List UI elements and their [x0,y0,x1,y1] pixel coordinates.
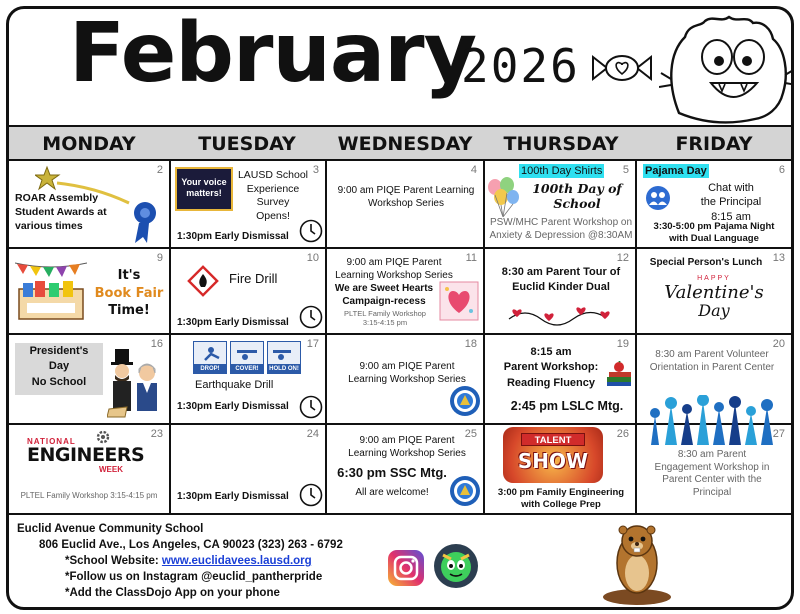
monster-icon [659,13,794,125]
day-cell-24 [171,425,327,515]
school-seal-icon [449,385,481,417]
day-cell-3 [171,161,327,249]
weekday-header [9,125,791,161]
day-cell-17 [171,335,327,425]
engineers-week-logo [27,437,147,474]
hearts-vine-icon [505,301,617,329]
day-cell-16 [9,335,171,425]
day-cell-12 [485,249,637,335]
event-text: Student Awards at [15,206,107,219]
valentines-art [651,275,777,320]
footer [9,515,791,607]
clock-icon [299,395,323,419]
gear-icon [95,429,111,445]
weekday-tuesday: TUESDAY [198,133,296,155]
art-text: HAPPY [697,275,731,282]
day-number: 2 [156,164,163,176]
survey-poster [175,167,233,211]
day-number: 19 [616,338,629,350]
day-cell-19 [485,335,637,425]
heart-candy-icon [439,281,479,321]
school-address: 806 Euclid Ave., Los Angeles, CA 90023 (323) 263 - 6792 [39,539,343,551]
candy-icon [591,53,653,83]
day-number: 13 [772,252,785,264]
event-text: PLTEL Family Workshop [344,309,426,318]
event-text: PSW/MHC Parent Workshop on [489,217,633,228]
event-text: Campaign-recess [342,295,426,307]
poster-text: matters! [186,187,222,198]
books-apple-icon [605,361,633,387]
sign-label: COVER! [230,365,264,374]
website-line [65,555,312,567]
event-text: Opens! [256,209,290,222]
clock-icon [299,219,323,243]
clock-icon [299,305,323,329]
day-number: 25 [464,428,477,440]
day-cell-4 [327,161,485,249]
weekday-monday: MONDAY [42,133,136,155]
day-number: 3 [312,164,319,176]
day-number: 10 [306,252,319,264]
day-number: 27 [772,428,785,440]
talent-show-art [503,427,603,483]
bunting-icon [15,259,87,329]
fire-hazard-icon [187,265,219,297]
parents-icon [645,185,671,211]
day-number: 16 [150,338,163,350]
event-text: LAUSD School [237,169,309,181]
event-text: Anxiety & Depression @8:30AM [489,229,633,241]
event-title: 100th Day of [532,181,622,196]
day-number: 12 [616,252,629,264]
weekday-wednesday: WEDNESDAY [337,133,473,155]
calendar-grid [9,161,791,515]
day-cell-9 [9,249,171,335]
event-text: 2:45 pm LSLC Mtg. [510,399,624,413]
month-title: February [69,6,477,101]
event-text: with Dual Language [669,232,759,244]
event-banner: 100th Day Shirts [521,165,603,177]
logo-text: NATIONAL [27,437,76,446]
year-title: 2026 [461,39,580,93]
event-text: 9:00 am PIQE Parent [359,361,455,372]
event-text: Earthquake Drill [195,379,274,391]
event-text: Parent Center with the [662,474,762,485]
event-text: President's [29,345,89,357]
event-text: Fire Drill [229,271,278,286]
event-text: Reading Fluency [506,376,596,389]
event-banner: Pajama Day [645,165,707,177]
art-text: SHOW [517,449,589,473]
day-number: 11 [465,252,477,264]
instagram-icon[interactable] [387,549,425,587]
raised-hands-icon [645,395,777,445]
day-number: 6 [778,164,785,176]
art-text: TALENT [521,433,585,446]
art-text: Valentine's [664,281,764,303]
day-number: 24 [306,428,319,440]
event-text: 8:30 am Parent Volunteer [655,349,769,360]
lincoln-washington-icon [107,349,165,419]
day-cell-11 [327,249,485,335]
early-dismissal: 1:30pm Early Dismissal [177,491,289,502]
groundhog-icon [599,517,675,605]
drill-figures [199,344,295,362]
day-cell-5 [485,161,637,249]
event-text: 3:30-5:00 pm Pajama Night [653,221,775,232]
early-dismissal: 1:30pm Early Dismissal [177,401,289,412]
event-text: 8:15 am [530,346,572,358]
event-text: Time! [108,303,150,319]
school-seal-icon [449,475,481,507]
event-text: 8:30 am Parent Tour of [501,266,621,278]
website-link[interactable]: www.euclidavees.lausd.org [161,555,312,567]
event-title: School [553,196,601,211]
event-text: PLTEL Family Workshop 3:15-4:15 pm [20,491,158,500]
day-number: 20 [772,338,785,350]
weekday-friday: FRIDAY [675,133,753,155]
clock-icon [299,483,323,507]
website-label: *School Website: [65,555,162,567]
classdojo-icon[interactable] [433,543,479,589]
event-text: Engagement Workshop in [654,461,770,473]
art-text: Day [698,301,730,321]
event-text: All are welcome! [355,487,429,498]
event-text: Orientation in Parent Center [649,361,775,373]
poster-text: Your voice [181,177,227,187]
day-number: 9 [156,252,163,264]
event-text: Experience [246,182,300,195]
event-text: 8:30 am Parent [677,449,747,460]
event-text: the Principal [700,196,762,209]
event-text: Learning Workshop Series [348,373,466,385]
event-text: 3:00 pm Family Engineering [497,487,625,498]
event-text: Survey [256,196,290,209]
event-text: Learning Workshop Series [335,269,453,281]
event-text: Workshop Series [368,197,444,209]
event-text: Learning Workshop Series [348,447,466,459]
event-text: ROAR Assembly [15,192,99,204]
event-text: Special Person's Lunch [649,257,763,268]
school-name: Euclid Avenue Community School [17,523,204,535]
day-number: 17 [306,338,319,350]
day-number: 4 [470,164,477,176]
event-text: No School [31,375,87,388]
day-cell-6 [637,161,791,249]
event-text: with College Prep [521,498,601,510]
event-text: 9:00 am PIQE Parent Learning [337,185,475,196]
sign-label: DROP! [193,365,227,374]
sign-label: HOLD ON! [267,365,301,374]
event-text: 8:15 am [711,210,751,223]
event-text: 9:00 am PIQE Parent [359,435,455,446]
logo-text: WEEK [99,465,123,474]
event-text: We are Sweet Hearts [334,283,434,294]
balloons-icon [485,177,521,219]
classdojo-line: *Add the ClassDojo App on your phone [65,587,280,599]
day-number: 26 [616,428,629,440]
event-text: 6:30 pm SSC Mtg. [337,465,447,480]
day-cell-10 [171,249,327,335]
event-text: Principal [692,486,732,498]
event-text: various times [15,220,83,233]
event-text: 3:15-4:15 pm [362,318,408,328]
event-text: Euclid Kinder Dual [512,280,610,293]
day-cell-23 [9,425,171,515]
day-number: 5 [622,164,629,176]
event-text: Day [48,360,70,373]
day-number: 23 [150,428,163,440]
drop-cover-icon [193,341,301,373]
day-cell-13 [637,249,791,335]
event-text: Chat with [708,182,754,194]
weekday-thursday: THURSDAY [503,133,619,155]
early-dismissal: 1:30pm Early Dismissal [177,231,289,242]
day-number: 18 [464,338,477,350]
calendar-frame [6,6,794,610]
logo-text: ENGINEERS [27,444,145,466]
instagram-line: *Follow us on Instagram @euclid_pantherpride [65,571,323,583]
early-dismissal: 1:30pm Early Dismissal [177,317,289,328]
event-text: It's [117,268,141,283]
day-cell-26 [485,425,637,515]
event-text: Parent Workshop: [503,361,599,374]
event-text: Book Fair [94,285,164,301]
day-cell-2 [9,161,171,249]
event-text: 9:00 am PIQE Parent [346,257,442,268]
